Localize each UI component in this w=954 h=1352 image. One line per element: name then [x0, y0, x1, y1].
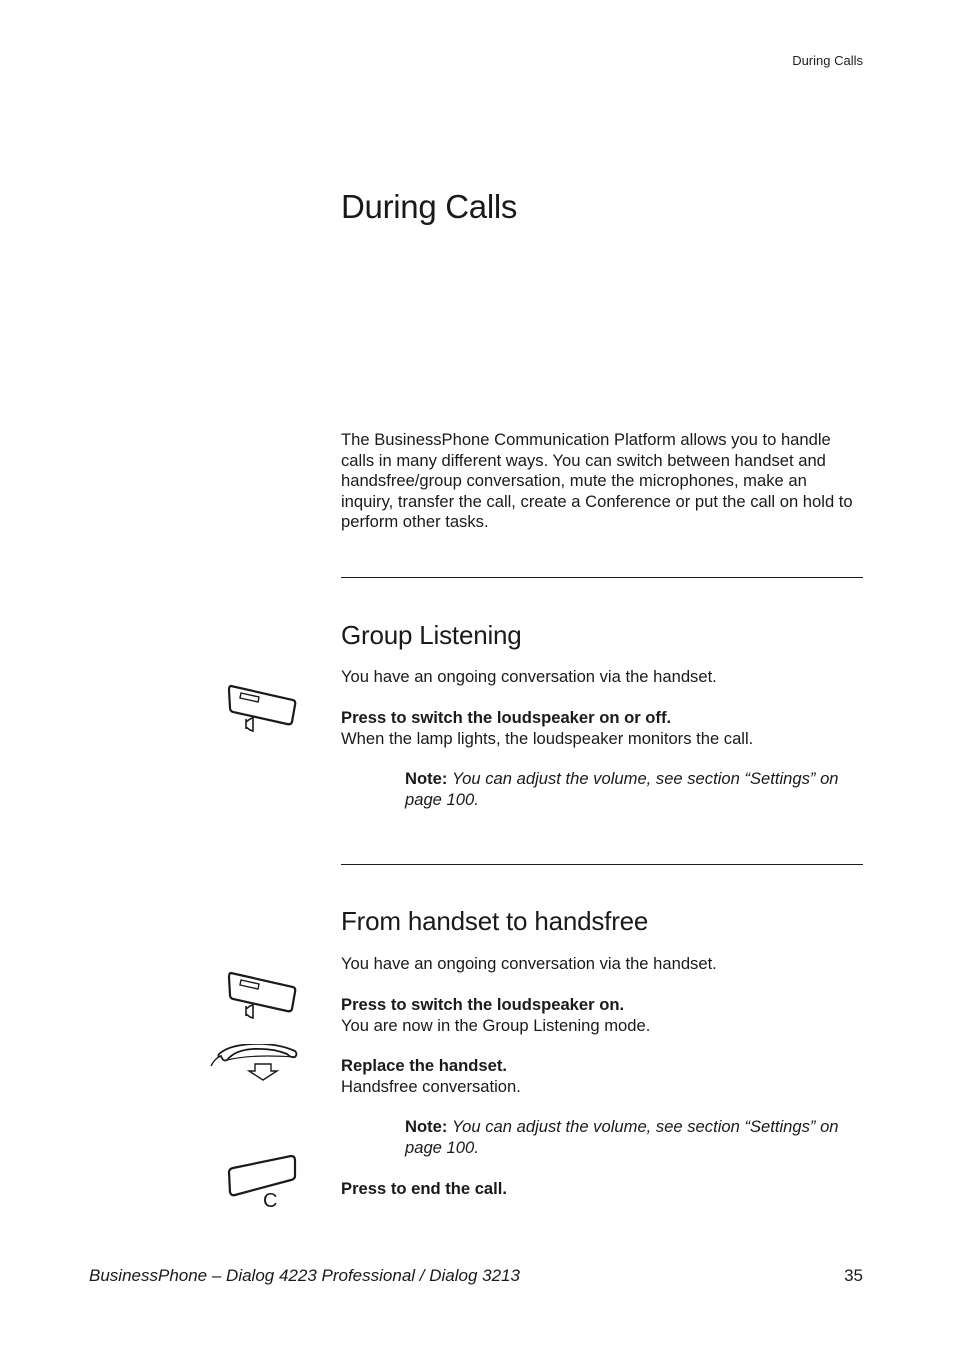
- step-result: When the lamp lights, the loudspeaker monitors the call.: [341, 728, 754, 748]
- step-result: Handsfree conversation.: [341, 1076, 521, 1096]
- note-volume: [405, 769, 863, 810]
- step-instruction: Press to end the call.: [341, 1179, 507, 1198]
- step-result: You are now in the Group Listening mode.: [341, 1015, 651, 1035]
- section-divider: [341, 864, 863, 865]
- step-instruction: Replace the handset.: [341, 1056, 507, 1075]
- footer-title: BusinessPhone – Dialog 4223 Professional / Dialog 3213: [89, 1266, 520, 1285]
- section-title-group-listening: Group Listening: [341, 620, 522, 650]
- chapter-title: During Calls: [341, 188, 518, 225]
- section-divider: [341, 577, 863, 578]
- context-text: You have an ongoing conversation via the handset.: [341, 954, 717, 973]
- loudspeaker-key-icon: [205, 682, 301, 738]
- chapter-intro: The BusinessPhone Communication Platform allows you to handle calls in many different ways. You can switch between handset and handsfree/group conversation, mute the microphones, make an inquiry, transfer the call, create a Conference or put the call on hold to perform other tasks.: [341, 430, 853, 532]
- step-replace-handset: [341, 1056, 863, 1097]
- clear-key-icon: [205, 1152, 301, 1212]
- step-instruction: Press to switch the loudspeaker on or off.: [341, 708, 672, 727]
- replace-handset-icon: [205, 1044, 301, 1084]
- step-loudspeaker-on: [341, 995, 863, 1036]
- context-text: You have an ongoing conversation via the handset.: [341, 667, 717, 686]
- clear-key-label: C: [263, 1190, 278, 1212]
- note-label: Note:: [405, 769, 448, 788]
- step-loudspeaker-toggle: [341, 708, 863, 749]
- note-label: Note:: [405, 1117, 448, 1136]
- page-number: 35: [844, 1266, 863, 1285]
- note-text: You can adjust the volume, see section “Settings” on page 100.: [405, 769, 839, 809]
- note-text: You can adjust the volume, see section “Settings” on page 100.: [405, 1117, 839, 1157]
- running-head: During Calls: [792, 53, 863, 68]
- loudspeaker-key-icon: [205, 969, 301, 1025]
- step-end-call: [341, 1179, 863, 1200]
- section-title-handset-to-handsfree: From handset to handsfree: [341, 906, 649, 936]
- note-volume: [405, 1117, 863, 1158]
- step-instruction: Press to switch the loudspeaker on.: [341, 995, 625, 1014]
